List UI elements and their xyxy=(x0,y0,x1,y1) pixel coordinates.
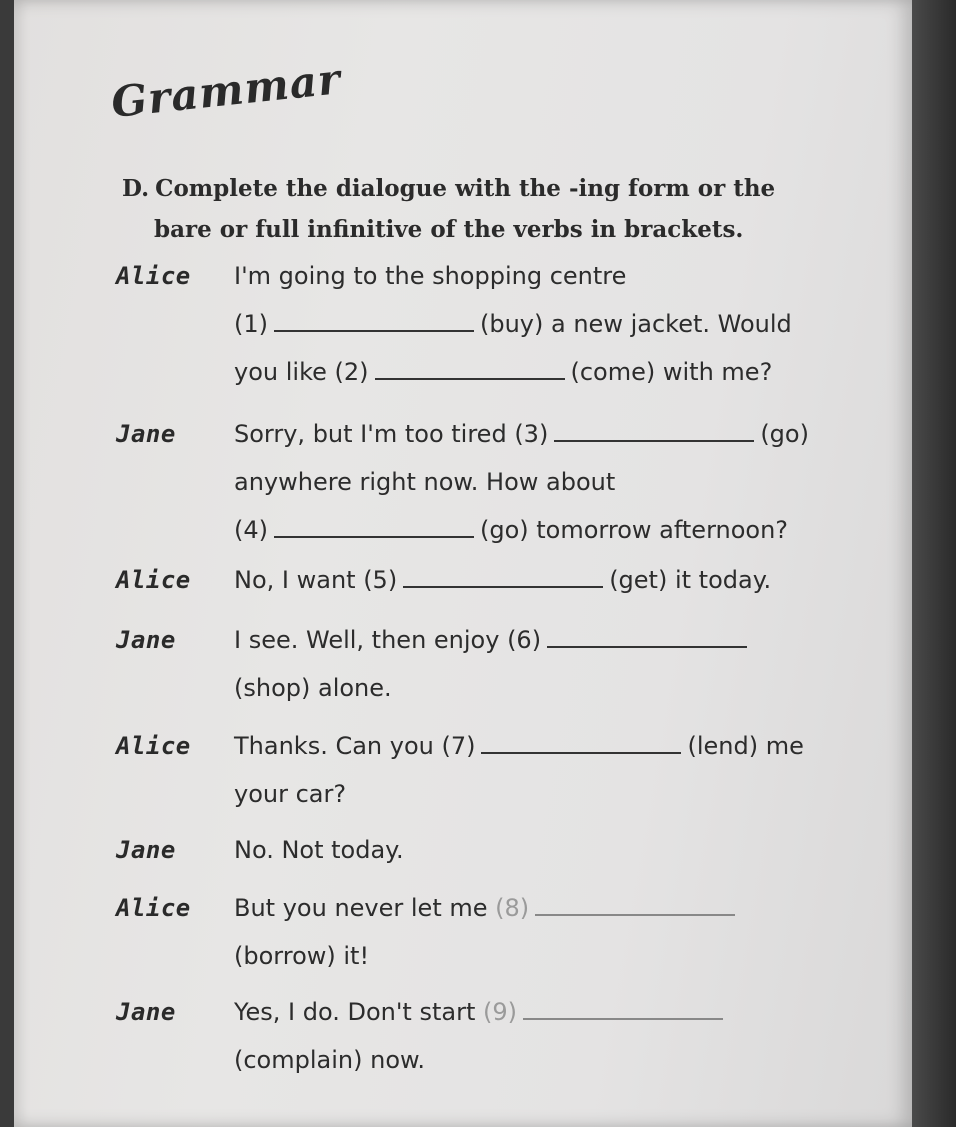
dialogue-line xyxy=(234,1046,425,1074)
instruction-line-1: Complete the dialogue with the -ing form or the xyxy=(155,175,776,202)
line-text: But you never let me xyxy=(234,894,496,922)
line-text: (lend) me xyxy=(687,732,804,760)
line-text: (complain) now. xyxy=(234,1046,426,1074)
line-text: (buy) a new jacket. Would xyxy=(480,310,792,338)
instruction-line-2: bare or full infinitive of the verbs in brackets. xyxy=(154,216,744,243)
dialogue-line xyxy=(234,894,741,922)
line-text: anywhere right now. How about xyxy=(234,468,616,496)
line-text: I'm going to the shopping centre xyxy=(234,262,627,290)
line-text: No, I want (5) xyxy=(234,566,398,594)
line-text: (go) tomorrow afternoon? xyxy=(480,516,789,544)
answer-blank[interactable] xyxy=(535,896,735,916)
exercise-label: D. xyxy=(122,175,150,202)
answer-blank[interactable] xyxy=(274,518,474,538)
line-text: you like (2) xyxy=(234,358,369,386)
speaker-name: Jane xyxy=(116,998,176,1026)
line-text: (come) with me? xyxy=(570,358,773,386)
line-text: Sorry, but I'm too tired (3) xyxy=(234,420,549,448)
speaker-name: Alice xyxy=(116,566,191,594)
dialogue-line xyxy=(234,262,626,290)
section-heading: Grammar xyxy=(108,54,344,127)
dialogue-line xyxy=(234,516,788,544)
answer-blank[interactable] xyxy=(554,422,754,442)
dialogue-line xyxy=(234,674,392,702)
line-text: (4) xyxy=(234,516,268,544)
answer-blank[interactable] xyxy=(481,734,681,754)
dialogue-line xyxy=(234,836,404,864)
textbook-page xyxy=(14,0,914,1127)
answer-blank[interactable] xyxy=(403,568,603,588)
answer-blank[interactable] xyxy=(274,312,474,332)
dialogue-line xyxy=(234,998,729,1026)
item-number: (8) xyxy=(495,894,530,922)
line-text: I see. Well, then enjoy (6) xyxy=(234,626,542,654)
line-text: your car? xyxy=(234,780,347,808)
speaker-name: Alice xyxy=(116,732,191,760)
speaker-name: Alice xyxy=(116,894,191,922)
line-text: (shop) alone. xyxy=(234,674,392,702)
answer-blank[interactable] xyxy=(523,1000,723,1020)
dialogue-line xyxy=(234,566,771,594)
book-edge xyxy=(912,0,956,1127)
exercise-instruction xyxy=(122,168,842,250)
dialogue-line xyxy=(234,942,369,970)
speaker-name: Jane xyxy=(116,836,176,864)
speaker-name: Jane xyxy=(116,626,176,654)
line-text: (go) xyxy=(760,420,809,448)
line-text: (1) xyxy=(234,310,268,338)
speaker-name: Jane xyxy=(116,420,176,448)
dialogue-line xyxy=(234,420,809,448)
speaker-name: Alice xyxy=(116,262,191,290)
item-number: (9) xyxy=(483,998,517,1026)
line-text: Yes, I do. Don't start xyxy=(234,998,483,1026)
line-text: Thanks. Can you (7) xyxy=(234,732,476,760)
line-text: (get) it today. xyxy=(609,566,772,594)
answer-blank[interactable] xyxy=(547,628,747,648)
dialogue-line xyxy=(234,626,753,654)
line-text: (borrow) it! xyxy=(234,942,370,970)
dialogue-line xyxy=(234,732,804,760)
dialogue-line xyxy=(234,780,346,808)
line-text: No. Not today. xyxy=(234,836,404,864)
dialogue-line xyxy=(234,358,772,386)
answer-blank[interactable] xyxy=(375,360,565,380)
dialogue-line xyxy=(234,468,615,496)
dialogue-line xyxy=(234,310,792,338)
